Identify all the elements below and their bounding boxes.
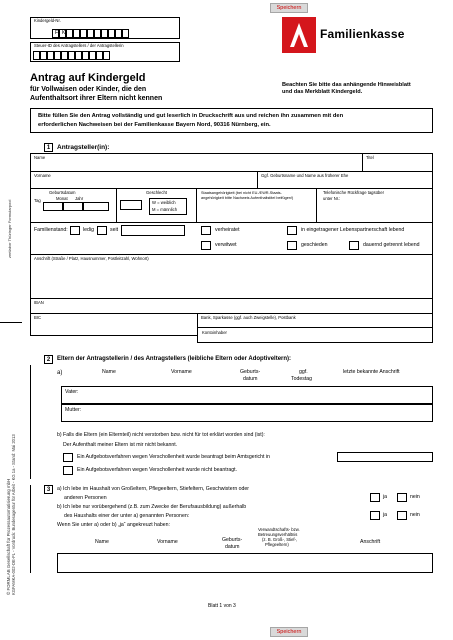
kontoinhaber-label: Kontoinhaber bbox=[202, 330, 227, 335]
col-geburtsdatum-label-1: Geburts- bbox=[240, 369, 261, 375]
aufgebot-beantragt-label: Ein Aufgebotsverfahren wegen Verschollenheit wurde beantragt beim Amtsgericht in bbox=[77, 454, 270, 460]
jahr-label: Jahr bbox=[75, 196, 84, 201]
page-subtitle-1: für Vollwaisen oder Kinder, die den bbox=[30, 86, 147, 93]
section-3b-nein-checkbox[interactable] bbox=[397, 511, 407, 520]
s3-col-verw-label-2: Betreuungsverhältnis bbox=[258, 532, 298, 537]
s3-col-vorname-label: Vorname bbox=[157, 539, 178, 545]
familienkasse-logo bbox=[282, 17, 427, 53]
section-3-number: 3 bbox=[44, 485, 53, 494]
steuer-id-cell[interactable] bbox=[33, 51, 40, 60]
getrennt-label: dauernd getrennt lebend bbox=[363, 242, 420, 248]
seit-label: seit bbox=[110, 227, 119, 233]
kg-digit-cell[interactable] bbox=[73, 29, 80, 38]
kg-digit-cell[interactable] bbox=[87, 29, 94, 38]
divider bbox=[30, 485, 31, 573]
section-1-title: Antragsteller(in): bbox=[57, 144, 110, 151]
section-1-number: 1 bbox=[44, 143, 53, 152]
verheiratet-label: verheiratet bbox=[215, 227, 240, 233]
section-2b-line-2: Der Aufenthalt meiner Eltern ist mir nicht bekannt. bbox=[63, 442, 178, 448]
divider bbox=[30, 313, 433, 314]
section-2b-line-1: b) Falls die Eltern (ein Elternteil) nicht verstorben bzw. nicht für tot erklärt worden sind (ist): bbox=[57, 432, 265, 438]
section-3a-line-2: anderen Personen bbox=[64, 495, 107, 501]
s3-col-name-label: Name bbox=[95, 539, 109, 545]
col-anschrift-label: letzte bekannte Anschrift bbox=[343, 369, 400, 375]
divider bbox=[196, 188, 197, 222]
section-3b-ja-label: ja bbox=[383, 512, 388, 518]
col-todestag-label-1: ggf. bbox=[299, 369, 308, 375]
section-3a-ja-checkbox[interactable] bbox=[370, 493, 380, 502]
steuer-id-cell[interactable] bbox=[61, 51, 68, 60]
anschrift-input[interactable] bbox=[31, 264, 431, 278]
federal-agency-logo-icon bbox=[282, 17, 316, 53]
side-text-bottom-1: © FORMLAB Gesellschaft für Prozessautomatisierung mbH bbox=[6, 478, 11, 595]
s3-col-verw-label-4: Pflegeeltern) bbox=[265, 542, 289, 547]
vater-row[interactable] bbox=[61, 386, 433, 404]
name-input[interactable] bbox=[31, 162, 361, 171]
col-todestag-label-2: Todestag bbox=[291, 376, 313, 382]
note-line-1: Beachten Sie bitte das anhängende Hinweisblatt bbox=[282, 82, 411, 88]
section-3a-nein-checkbox[interactable] bbox=[397, 493, 407, 502]
geschlecht-legend bbox=[149, 198, 187, 215]
page-title: Antrag auf Kindergeld bbox=[30, 72, 146, 84]
geburtsmonat-input[interactable] bbox=[63, 202, 83, 211]
section-2-number: 2 bbox=[44, 355, 53, 364]
mutter-row[interactable] bbox=[61, 404, 433, 422]
seit-checkbox[interactable] bbox=[97, 226, 107, 235]
verwitwet-checkbox[interactable] bbox=[201, 241, 211, 250]
staatsangehoerigkeit-label-2: angehörigkeit bitte Nachweis Aufenthaltstitel beifügen!) bbox=[201, 196, 294, 200]
section-3a-nein-label: nein bbox=[410, 494, 420, 500]
aufgebot-nicht-label: Ein Aufgebotsverfahren wegen Verschollenheit wurde nicht beantragt. bbox=[77, 467, 238, 473]
mutter-label: Mutter: bbox=[65, 407, 82, 413]
vorname-label: Vorname bbox=[34, 173, 51, 178]
kontoinhaber-field[interactable] bbox=[197, 327, 433, 343]
seit-date-input[interactable] bbox=[121, 225, 185, 236]
page-subtitle-2: Aufenthaltsort ihrer Eltern nicht kennen bbox=[30, 95, 163, 102]
iban-label: IBAN bbox=[34, 300, 44, 305]
bank-label: Bank, Sparkasse (ggf. auch Zweigstelle), Postbank bbox=[201, 315, 296, 320]
geburtsname-label: Ggf. Geburtsname und Name aus früherer Ehe bbox=[261, 173, 349, 178]
kg-digit-cell[interactable] bbox=[80, 29, 87, 38]
section-3b-nein-label: nein bbox=[410, 512, 420, 518]
steuer-id-cell[interactable] bbox=[75, 51, 82, 60]
geschlecht-input[interactable] bbox=[120, 200, 142, 210]
geschieden-label: geschieden bbox=[301, 242, 328, 248]
divider bbox=[30, 171, 433, 172]
save-button-bottom[interactable]: Speichern bbox=[270, 627, 308, 637]
section-2-title: Eltern der Antragstellerin / des Antragstellers (leibliche Eltern oder Adoptiveltern): bbox=[57, 356, 292, 362]
instructions-line-2: erforderlichen Nachweisen bei der Familienkasse Bayern Nord, 90316 Nürnberg, ein. bbox=[38, 122, 271, 128]
logo-text: Familienkasse bbox=[320, 27, 405, 41]
kg-digit-cell[interactable] bbox=[101, 29, 108, 38]
side-text-bottom-2: KGFAMKA-002-DE-FL - Vordruck: Bundesagentur für Arbeit - KG 1a - Stand: Mai 2013 bbox=[11, 434, 16, 595]
steuer-id-cell[interactable] bbox=[96, 51, 103, 60]
kg-digit-cell[interactable] bbox=[94, 29, 101, 38]
steuer-id-label: Steuer-ID des Antragstellers / der Antragstellerin bbox=[34, 43, 124, 48]
col-vorname-label: Vorname bbox=[171, 369, 192, 375]
ledig-label: ledig bbox=[83, 227, 94, 233]
geschieden-checkbox[interactable] bbox=[287, 241, 297, 250]
steuer-id-cell[interactable] bbox=[47, 51, 54, 60]
steuer-id-cell[interactable] bbox=[82, 51, 89, 60]
verheiratet-checkbox[interactable] bbox=[201, 226, 211, 235]
familienstand-label: Familienstand: bbox=[34, 227, 68, 233]
section-3a-ja-label: ja bbox=[383, 494, 388, 500]
s3-col-anschrift-label: Anschrift bbox=[360, 539, 381, 545]
monat-label: Monat bbox=[56, 196, 68, 201]
verwitwet-label: verwitwet bbox=[215, 242, 237, 248]
amtsgericht-input[interactable] bbox=[337, 452, 433, 462]
divider bbox=[116, 188, 117, 222]
side-text-top: zertlabor Thüringer Formularpool bbox=[7, 199, 12, 258]
section-3-table-row[interactable] bbox=[57, 553, 433, 573]
steuer-id-cell[interactable] bbox=[40, 51, 47, 60]
steuer-id-cell[interactable] bbox=[89, 51, 96, 60]
section-2a-label: a) bbox=[57, 370, 63, 376]
maennlich-label: M = männlich bbox=[152, 207, 178, 212]
divider bbox=[30, 298, 433, 299]
section-3b-line-2: des Haushalts einer der unter a) genannten Personen: bbox=[64, 513, 190, 519]
instructions-line-1: Bitte füllen Sie den Antrag vollständig und gut leserlich in Druckschrift aus und reichen ihn zusammen mit den bbox=[38, 113, 344, 119]
divider bbox=[30, 254, 433, 255]
aufgebot-nicht-checkbox[interactable] bbox=[63, 466, 73, 475]
section-3-wenn-label: Wenn Sie unter a) oder b) „ja“ angekreuzt haben: bbox=[57, 522, 170, 528]
page-number: Blatt 1 von 3 bbox=[208, 603, 236, 609]
telefon-label-1: Telefonische Rückfrage tagsüber bbox=[323, 190, 384, 195]
instructions-box bbox=[30, 108, 433, 133]
save-button-top[interactable]: Speichern bbox=[270, 3, 308, 13]
telefon-label-2: unter Nr.: bbox=[323, 196, 341, 201]
geburtsjahr-input[interactable] bbox=[83, 202, 109, 211]
note-line-2: und das Merkblatt Kindergeld. bbox=[282, 89, 363, 95]
s3-col-verw-label-1: Verwandtschafts- bzw. bbox=[258, 527, 300, 532]
kg-digit-cell[interactable] bbox=[108, 29, 115, 38]
lebenspartnerschaft-label: in eingetragener Lebenspartnerschaft lebend bbox=[301, 227, 405, 233]
geburtsdatum-label: Geburtsdatum bbox=[49, 190, 76, 195]
getrennt-checkbox[interactable] bbox=[349, 241, 359, 250]
divider bbox=[362, 153, 363, 171]
s3-col-verw-label-3: (z. B. Groß-, Stief-, bbox=[262, 537, 298, 542]
titel-label: Titel bbox=[366, 155, 374, 160]
staatsangehoerigkeit-label-1: Staatsangehörigkeit (bei nicht EU-/EWR-Staats- bbox=[201, 191, 282, 195]
divider bbox=[316, 188, 317, 222]
divider bbox=[257, 171, 258, 188]
tag-label: Tag bbox=[34, 198, 41, 203]
aufgebot-beantragt-checkbox[interactable] bbox=[63, 453, 73, 462]
kindergeld-nr-label: Kindergeld-Nr. bbox=[34, 18, 61, 23]
anschrift-label: Anschrift (Straße / Platz, Hausnummer, Postleitzahl, Wohnort) bbox=[34, 256, 149, 261]
geschlecht-label: Geschlecht bbox=[146, 190, 167, 195]
s3-col-geburtsdatum-label-2: datum bbox=[225, 544, 240, 550]
name-label: Name bbox=[34, 155, 46, 160]
kg-letter-f: F bbox=[52, 29, 59, 38]
section-3b-line-1: b) Ich lebe nur vorübergehend (z.B. zum Zwecke der Berufsausbildung) außerhalb bbox=[57, 504, 247, 510]
col-name-label: Name bbox=[102, 369, 116, 375]
ledig-checkbox[interactable] bbox=[70, 226, 80, 235]
weiblich-label: W = weiblich bbox=[152, 200, 176, 205]
kg-letter-k: K bbox=[59, 29, 66, 38]
kg-digit-cell[interactable] bbox=[115, 29, 122, 38]
fold-mark bbox=[0, 322, 22, 323]
kg-digit-cell[interactable] bbox=[122, 29, 129, 38]
steuer-id-cell[interactable] bbox=[54, 51, 61, 60]
geburtstag-input[interactable] bbox=[43, 202, 63, 211]
lebenspartnerschaft-checkbox[interactable] bbox=[287, 226, 297, 235]
s3-col-geburtsdatum-label-1: Geburts- bbox=[222, 537, 243, 543]
bic-label: BIC bbox=[34, 315, 41, 320]
divider bbox=[30, 222, 433, 223]
steuer-id-cell[interactable] bbox=[103, 51, 110, 60]
section-3a-line-1: a) Ich lebe im Haushalt von Großeltern, Pflegeeltern, Stiefeltern, Geschwistern oder bbox=[57, 486, 250, 492]
section-3b-ja-checkbox[interactable] bbox=[370, 511, 380, 520]
vater-label: Vater: bbox=[65, 389, 79, 395]
col-geburtsdatum-label-2: datum bbox=[243, 376, 258, 382]
kg-digit-cell[interactable] bbox=[66, 29, 73, 38]
steuer-id-cell[interactable] bbox=[68, 51, 75, 60]
divider bbox=[30, 188, 433, 189]
